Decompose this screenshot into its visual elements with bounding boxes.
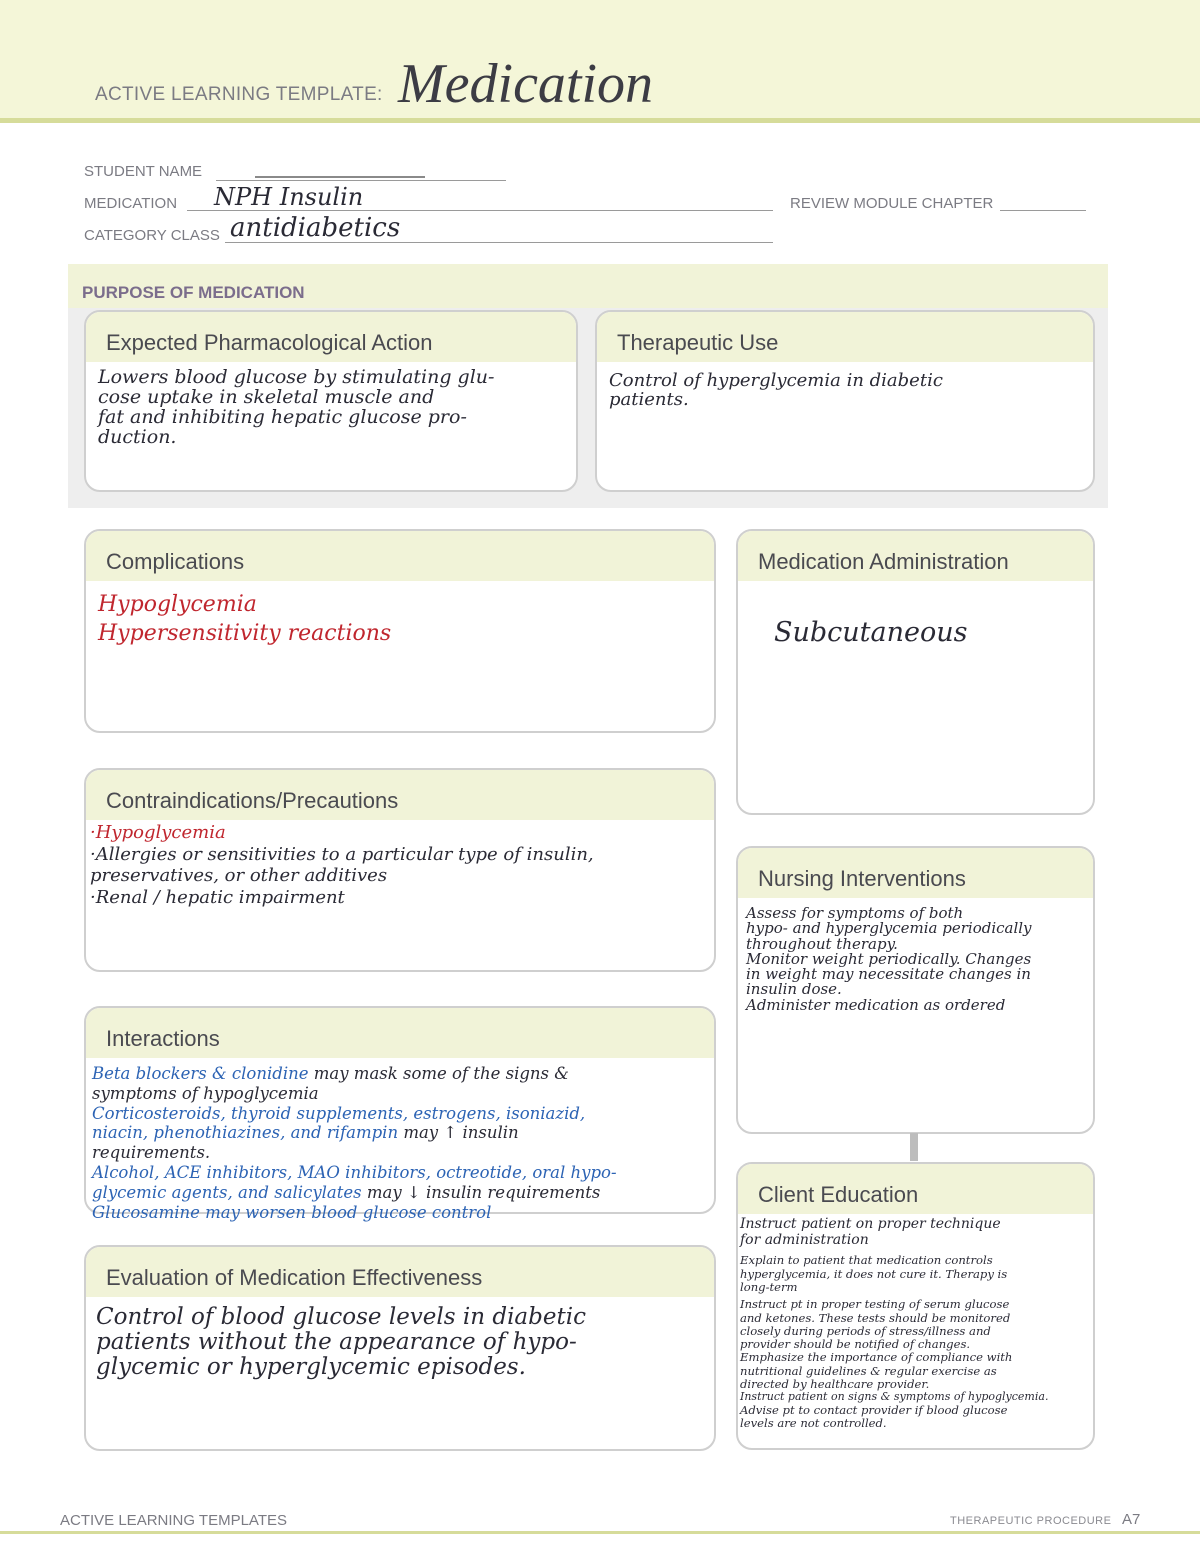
text-line: Monitor weight periodically. Changes bbox=[746, 949, 1032, 968]
text-line: Instruct pt in proper testing of serum glucose bbox=[740, 1297, 1010, 1312]
text-line: Alcohol, ACE inhibitors, MAO inhibitors, octreotide, oral hypo- bbox=[92, 1162, 617, 1182]
review-module-line[interactable] bbox=[1000, 210, 1086, 211]
client-education-title: Client Education bbox=[758, 1182, 919, 1207]
contraindications-header bbox=[86, 770, 714, 820]
text-line: ·Allergies or sensitivities to a particular type of insulin, bbox=[90, 843, 594, 865]
evaluation-title: Evaluation of Medication Effectiveness bbox=[106, 1265, 483, 1290]
footer-rule bbox=[0, 1531, 1200, 1534]
text-line: throughout therapy. bbox=[746, 934, 898, 953]
administration-box bbox=[736, 529, 1095, 815]
client-education-box bbox=[736, 1162, 1095, 1450]
text-line bbox=[92, 1183, 704, 1203]
page-title: Medication bbox=[398, 53, 654, 115]
student-name-line[interactable] bbox=[216, 180, 506, 181]
text-line: patients without the appearance of hypo- bbox=[96, 1328, 577, 1355]
administration-title: Medication Administration bbox=[758, 549, 1009, 574]
text-line: hypo- and hyperglycemia periodically bbox=[746, 919, 1032, 938]
text-line: Control of blood glucose levels in diabetic bbox=[96, 1304, 586, 1330]
text-line: Advise pt to contact provider if blood glucose bbox=[740, 1403, 1008, 1418]
purpose-band bbox=[68, 264, 1108, 308]
text-line: requirements. bbox=[92, 1143, 211, 1163]
text-line: symptoms of hypoglycemia bbox=[92, 1083, 319, 1103]
medication-value: NPH Insulin bbox=[214, 183, 364, 211]
text-line: in weight may necessitate changes in bbox=[746, 965, 1031, 984]
text-line: hyperglycemia, it does not cure it. Therapy is bbox=[740, 1266, 1008, 1281]
redacted-name-mark bbox=[255, 176, 425, 178]
evaluation-header bbox=[86, 1247, 714, 1297]
text-run: niacin, phenothiazines, and rifampin bbox=[92, 1123, 399, 1143]
client-education-header bbox=[738, 1164, 1093, 1214]
text-line bbox=[92, 1064, 704, 1084]
medication-label: MEDICATION bbox=[84, 195, 178, 212]
text-line: for administration bbox=[740, 1232, 869, 1249]
contraindications-box bbox=[84, 768, 716, 972]
review-module-label: REVIEW MODULE CHAPTER bbox=[790, 195, 994, 212]
text-line: provider should be notified of changes. bbox=[740, 1337, 971, 1352]
nursing-interventions-text bbox=[746, 906, 1083, 1013]
text-run: may ↑ insulin bbox=[398, 1123, 519, 1143]
complications-text bbox=[98, 591, 704, 648]
text-run: may mask some of the signs & bbox=[308, 1064, 569, 1083]
text-line: Instruct patient on signs & symptoms of hypoglycemia. bbox=[740, 1390, 1049, 1404]
expected-action-box bbox=[84, 310, 578, 492]
footer-left-label: ACTIVE LEARNING TEMPLATES bbox=[60, 1512, 287, 1529]
text-line: and ketones. These tests should be monitored bbox=[740, 1310, 1011, 1325]
text-line: Explain to patient that medication controls bbox=[740, 1253, 993, 1268]
text-line: Corticosteroids, thyroid supplements, estrogens, isoniazid, bbox=[92, 1103, 586, 1123]
complications-header bbox=[86, 531, 714, 581]
footer-right-label: THERAPEUTIC PROCEDURE bbox=[950, 1515, 1112, 1527]
text-line: Instruct patient on proper technique bbox=[740, 1216, 1001, 1232]
text-line: ·Renal / hepatic impairment bbox=[90, 886, 345, 908]
text-run: Beta blockers & clonidine bbox=[92, 1064, 309, 1083]
text-line: ·Hypoglycemia bbox=[90, 822, 226, 843]
administration-header bbox=[738, 531, 1093, 581]
nursing-interventions-header bbox=[738, 848, 1093, 898]
contraindications-text bbox=[90, 822, 704, 908]
evaluation-box bbox=[84, 1245, 716, 1451]
interactions-title: Interactions bbox=[106, 1026, 220, 1051]
text-line: Lowers blood glucose by stimulating glu- bbox=[98, 366, 495, 388]
text-line: Assess for symptoms of both bbox=[746, 904, 964, 922]
category-class-value: antidiabetics bbox=[230, 213, 401, 243]
expected-action-text bbox=[98, 368, 566, 448]
text-line: preservatives, or other additives bbox=[90, 865, 388, 887]
text-run: glycemic agents, and salicylates bbox=[92, 1182, 362, 1202]
therapeutic-use-title: Therapeutic Use bbox=[617, 330, 779, 355]
text-line: glycemic or hyperglycemic episodes. bbox=[96, 1353, 526, 1380]
expected-action-title: Expected Pharmacological Action bbox=[106, 330, 433, 355]
text-line: cose uptake in skeletal muscle and bbox=[98, 385, 435, 408]
client-education-text bbox=[740, 1216, 1083, 1431]
text-line: Glucosamine may worsen blood glucose control bbox=[92, 1202, 492, 1222]
text-line: fat and inhibiting hepatic glucose pro- bbox=[98, 405, 467, 428]
nursing-interventions-box bbox=[736, 846, 1095, 1134]
text-line: Control of hyperglycemia in diabetic bbox=[609, 370, 943, 391]
text-line: long-term bbox=[740, 1279, 798, 1294]
text-line: levels are not controlled. bbox=[740, 1416, 887, 1431]
student-name-label: STUDENT NAME bbox=[84, 163, 203, 180]
complications-title: Complications bbox=[106, 549, 245, 574]
administration-text: Subcutaneous bbox=[774, 617, 968, 648]
header-rule bbox=[0, 118, 1200, 123]
page-number: A7 bbox=[1122, 1511, 1141, 1528]
connector-bar bbox=[910, 1133, 918, 1161]
text-line: directed by healthcare provider. bbox=[740, 1377, 930, 1392]
therapeutic-use-header bbox=[597, 312, 1093, 362]
text-line: insulin dose. bbox=[746, 980, 842, 999]
text-line: nutritional guidelines & regular exercise as bbox=[740, 1363, 997, 1378]
interactions-text bbox=[92, 1064, 704, 1222]
text-line: Administer medication as ordered bbox=[746, 995, 1006, 1014]
evaluation-text bbox=[96, 1305, 704, 1379]
category-class-label: CATEGORY CLASS bbox=[84, 227, 220, 244]
interactions-box bbox=[84, 1006, 716, 1222]
text-line: Hypersensitivity reactions bbox=[98, 620, 392, 646]
purpose-label: PURPOSE OF MEDICATION bbox=[82, 283, 305, 302]
complications-box bbox=[84, 529, 716, 733]
interactions-header bbox=[86, 1008, 714, 1058]
expected-action-header bbox=[86, 312, 576, 362]
nursing-interventions-title: Nursing Interventions bbox=[758, 866, 966, 891]
text-line: Emphasize the importance of compliance with bbox=[740, 1350, 1013, 1365]
text-line: patients. bbox=[609, 388, 689, 410]
template-label: ACTIVE LEARNING TEMPLATE: bbox=[95, 84, 383, 105]
text-run: may ↓ insulin requirements bbox=[361, 1182, 601, 1202]
text-line bbox=[92, 1123, 704, 1143]
text-line: closely during periods of stress/illness and bbox=[740, 1323, 991, 1338]
contraindications-title: Contraindications/Precautions bbox=[106, 788, 399, 813]
text-line: duction. bbox=[98, 425, 177, 448]
therapeutic-use-text bbox=[609, 372, 1083, 410]
text-line: Hypoglycemia bbox=[98, 592, 257, 617]
therapeutic-use-box bbox=[595, 310, 1095, 492]
